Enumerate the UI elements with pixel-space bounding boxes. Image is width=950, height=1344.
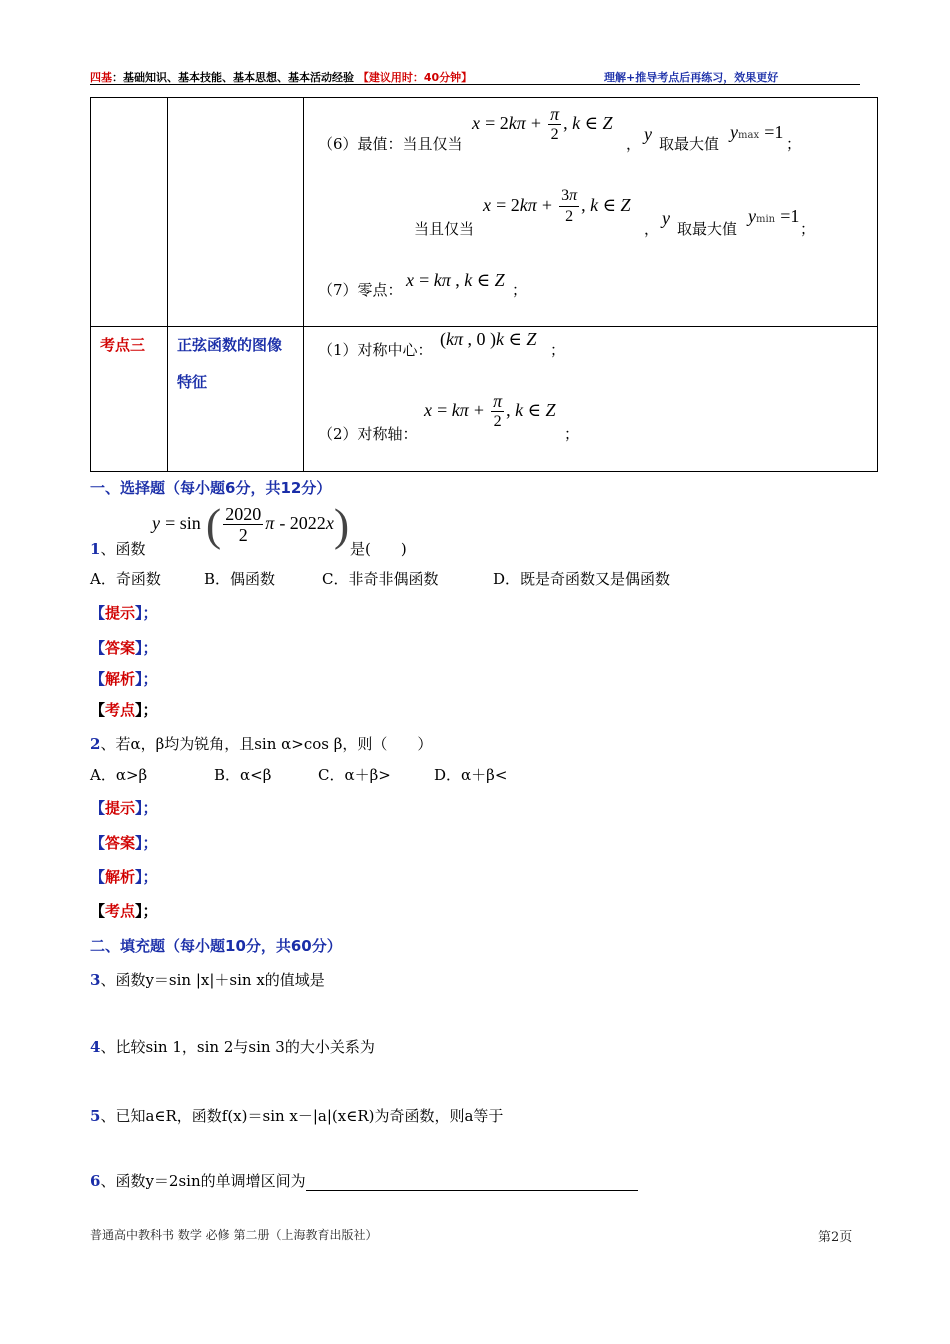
question-2: [90, 733, 432, 754]
footer-book: 普通高中教科书 数学 必修 第二册（上海教育出版社）: [90, 1228, 378, 1242]
item6-min-y: y: [662, 208, 670, 228]
header-prefix: 四基: [90, 71, 112, 84]
q1-point: 【考点】；: [90, 701, 158, 719]
item1-expr: (kπ , 0 )k ∈ Z: [440, 329, 537, 349]
q2-option-b: B．α<β: [214, 766, 272, 784]
section-fill-title: 二、填充题（每小题10分，共60分）: [90, 937, 342, 955]
footer-page-number: 第2页: [818, 1230, 853, 1245]
q2-option-c: C．α＋β>: [318, 766, 391, 784]
q1-answer: 【答案】；: [90, 639, 158, 657]
item2-label: （2）对称轴：: [318, 425, 418, 443]
q1-analysis: 【解析】；: [90, 670, 158, 688]
question-3: 3、函数y＝sin |x|＋sin x的值域是: [90, 971, 325, 989]
item6-min-text: 取最大值: [677, 220, 738, 238]
item2-semicolon: ；: [564, 425, 580, 443]
item1-label: （1）对称中心：: [318, 341, 433, 359]
item6-label: （6）最值：当且仅当: [318, 135, 463, 153]
item6-min-semicolon: ；: [800, 220, 816, 238]
q1-option-b: B．偶函数: [204, 570, 276, 588]
item6-semicolon: ；: [786, 135, 802, 153]
item6-min-condition: x = 2kπ + $\frac{3\pi}{2}$ , k ∈ Z: [483, 187, 631, 225]
q1-text: 、函数: [100, 540, 146, 558]
q1-suffix: 是( ): [350, 540, 407, 558]
q1-hint: 【提示】；: [90, 604, 158, 622]
item7-label: （7）零点：: [318, 281, 403, 299]
header-rule: [90, 84, 860, 85]
kaodian-title-1: 正弦函数的图像: [177, 336, 283, 354]
item6-y: y: [644, 124, 652, 144]
header-time: 【建议用时：40分钟】: [357, 71, 473, 84]
q2-option-d: D．α＋β<: [434, 766, 508, 784]
item6-min-prefix: 当且仅当: [414, 220, 475, 238]
q1-option-d: D．既是奇函数又是偶函数: [493, 570, 671, 588]
q1-number: 1: [90, 540, 101, 558]
kaodian-title-2: 特征: [177, 373, 208, 391]
item7-semicolon: ；: [512, 281, 528, 299]
q1-option-a: A．奇函数: [90, 570, 161, 588]
q2-hint: 【提示】；: [90, 799, 158, 817]
q6-answer-blank[interactable]: [306, 1174, 638, 1191]
q2-number: 2: [90, 735, 101, 753]
page-header: [90, 69, 472, 85]
item1-semicolon: ；: [550, 341, 566, 359]
q2-answer: 【答案】；: [90, 834, 158, 852]
q1-option-c: C．非奇非偶函数: [322, 570, 439, 588]
item6-comma: ，: [626, 135, 642, 153]
item6-min-comma: ，: [644, 220, 660, 238]
item6-min-value: ymin =1: [748, 206, 800, 226]
item7-expr: x = kπ , k ∈ Z: [406, 270, 505, 290]
question-6: 6、函数y＝2sin的单调增区间为: [90, 1170, 638, 1191]
item6-max-condition: x = 2kπ + $\frac{\pi}{2}$ , k ∈ Z: [472, 104, 613, 143]
q2-analysis: 【解析】；: [90, 868, 158, 886]
q2-option-a: A．α>β: [90, 766, 148, 784]
header-right: 理解+推导考点后再练习，效果更好: [604, 71, 779, 84]
question-4: 4、比较sin 1，sin 2与sin 3的大小关系为: [90, 1038, 375, 1056]
table-col-divider-1: [167, 97, 168, 472]
q2-text: 、若α，β均为锐角，且sin α>cos β，则（ ）: [100, 735, 433, 753]
item2-expr: x = kπ + $\frac{\pi}{2}$ , k ∈ Z: [424, 391, 556, 430]
table-row-divider: [90, 326, 878, 327]
item6-max-value: ymax =1: [730, 122, 784, 142]
header-desc: ：基础知识、基本技能、基本思想、基本活动经验: [112, 71, 358, 84]
question-5: 5、已知a∈R，函数f(x)＝sin x－|a|(x∈R)为奇函数，则a等于: [90, 1107, 504, 1125]
question-1: [90, 538, 145, 559]
q2-point: 【考点】；: [90, 902, 158, 920]
q1-expr: y = sin ( $\frac{2020}{2}$ π - 2022x): [152, 499, 350, 550]
kaodian-label: 考点三: [100, 336, 146, 354]
item6-max-text: 取最大值: [659, 135, 720, 153]
table-col-divider-2: [303, 97, 304, 472]
section-choice-title: 一、选择题（每小题6分，共12分）: [90, 479, 332, 497]
